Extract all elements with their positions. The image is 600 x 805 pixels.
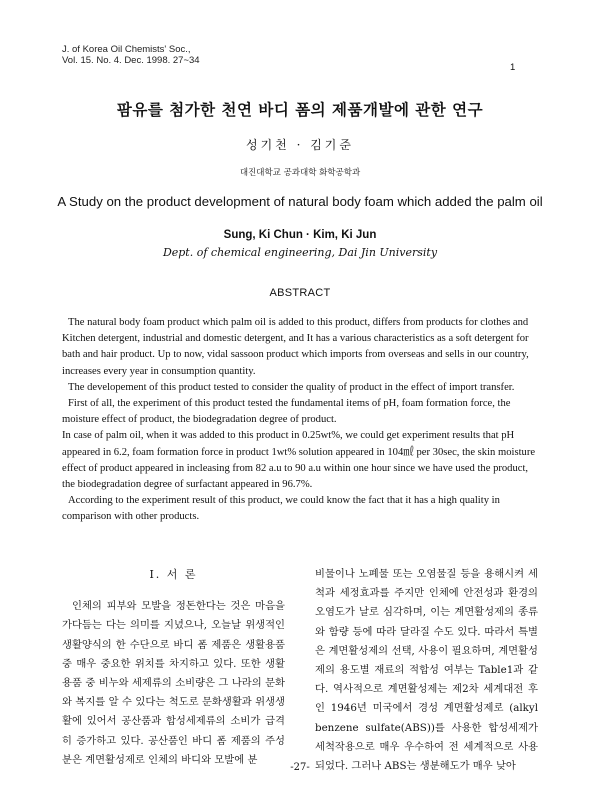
page-number: 1 — [510, 62, 516, 73]
affiliation-english: Dept. of chemical engineering, Dai Jin University — [162, 246, 438, 259]
journal-citation — [62, 44, 200, 66]
footer-page-number: -27- — [290, 762, 310, 773]
journal-volume: Vol. 15. No. 4. Dec. 1998. 27~34 — [62, 55, 200, 66]
left-column — [62, 565, 285, 770]
abstract-heading: ABSTRACT — [269, 287, 331, 299]
authors-korean: 성기천 · 김기준 — [246, 138, 354, 152]
abstract-paragraph: The natural body foam product which palm oil is added to this product, differs from products for clothes and Kitchen detergent, industrial and domestic detergent, and It has a various characteristics as a soft detergent for bath and hair product. Up to now, vidal sassoon product which imports from overseas and sells in our country, increases every year in consumption quantity. — [62, 317, 529, 377]
body-paragraph: 비물이나 노폐물 또는 오염물질 등을 용해시켜 세척과 세정효과를 주지만 인체에 안전성과 환경의 오염도가 날로 심각하며, 이는 계면활성제의 종류와 함량 등에 따라 달라질 수도 있다. 따라서 특별은 계면활성제의 선택, 사용이 필요하며, 계면활성제의 용도별 재료의 적합성 여부는 Table1과 같다. 역사적으로 계면활성제는 제2차 세계대전 후인 1946년 미국에서 경성 계면활성제로 (alkyl benzene sulfate(ABS))를 사용한 합성세제가 세척작용으로 매우 우수하여 전 세계적으로 사용되었다. 그러나 ABS는 생분해도가 매우 낮아 — [315, 568, 538, 773]
journal-name: J. of Korea Oil Chemists' Soc., — [62, 44, 191, 55]
affiliation-korean: 대진대학교 공과대학 화학공학과 — [239, 168, 361, 178]
authors-english: Sung, Ki Chun · Kim, Ki Jun — [223, 229, 377, 241]
abstract-paragraph: According to the experiment result of this product, we could know the fact that it has a high quality in comparison with other products. — [62, 495, 500, 523]
abstract-body — [62, 315, 537, 526]
body-paragraph: 인체의 피부와 모발을 정돈한다는 것은 마음을 가다듬는 다는 의미를 지녔으나, 오늘날 위생적인 생활양식의 한 수단으로 바디 폼 제품은 생활용품 중 매우 중요한 위치를 차지하고 있다. 또한 생활용품 중 비누와 세제류의 소비량은 그 나라의 문화와 복지를 알 수 있다는 척도로 문화생활과 위생생활에 있어서 공산품과 합성세제류의 소비가 급격히 증가하고 있다. 공산품인 바디 폼 제품의 주성분은 계면활성제로 인체의 바디와 모발에 분 — [62, 600, 285, 766]
title-korean: 팜유를 첨가한 천연 바디 폼의 제품개발에 관한 연구 — [116, 100, 484, 119]
title-english: A Study on the product development of natural body foam which added the palm oil — [57, 194, 543, 209]
right-column — [315, 565, 538, 776]
abstract-paragraph: First of all, the experiment of this product tested the fundamental items of pH, foam formation force, the moisture effect of product, the biodegradation degree of product. — [62, 398, 511, 426]
abstract-paragraph: In case of palm oil, when it was added to this product in 0.25wt%, we could get experiment results that pH appeared in 6.2, foam formation force in product 1wt% solution appeared in 104㎖ per 30sec, the skin moisture effect of product appeared in incleasing from 82 a.u to 90 a.u within one hour since we have used the product, the biodegradation degree of surfactant appeared in 96.7%. — [62, 430, 536, 491]
section-heading: I. 서 론 — [149, 568, 198, 581]
abstract-paragraph: The developement of this product tested to consider the quality of product in the effect of import transfer. — [68, 381, 515, 393]
